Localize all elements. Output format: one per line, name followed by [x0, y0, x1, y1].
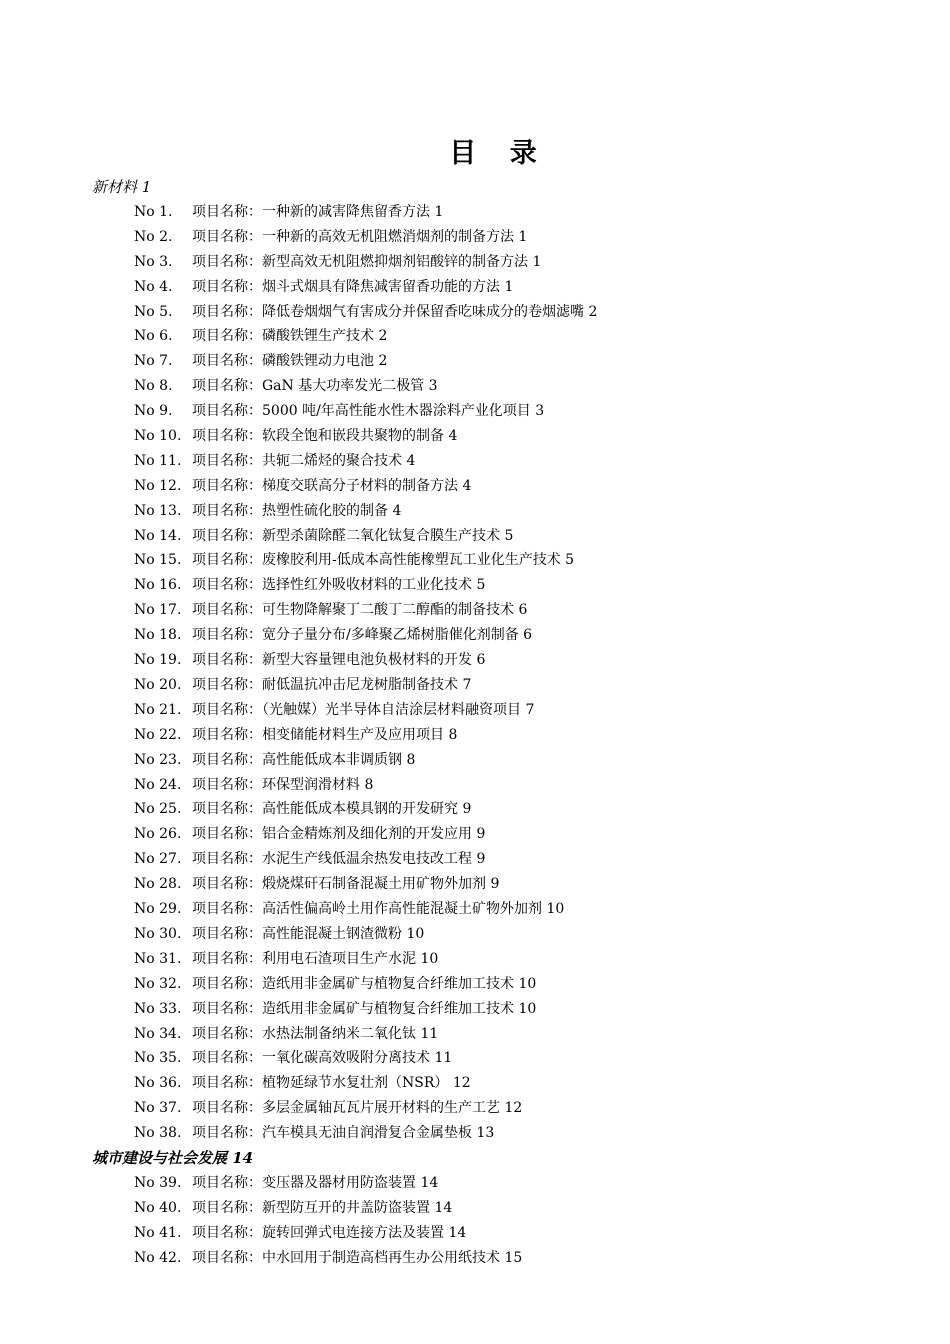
- entry-number: No 39.: [134, 1175, 182, 1191]
- entry-number: No 19.: [134, 652, 182, 668]
- entry-title: 项目名称：一种新的高效无机阻燃消烟剂的制备方法 1: [192, 229, 528, 245]
- entry-number: No 2.: [134, 229, 173, 245]
- entry-number: No 28.: [134, 876, 182, 892]
- entry-number: No 38.: [134, 1125, 182, 1141]
- entry-number: No 20.: [134, 677, 182, 693]
- entry-number: No 14.: [134, 528, 182, 544]
- entry-number: No 10.: [134, 428, 182, 444]
- entry-title: 项目名称：中水回用于制造高档再生办公用纸技术 15: [192, 1250, 523, 1266]
- entry-title: 项目名称：软段全饱和嵌段共聚物的制备 4: [192, 428, 458, 444]
- entry-number: No 33.: [134, 1001, 182, 1017]
- entry-title: 项目名称：5000 吨/年高性能水性木器涂料产业化项目 3: [192, 403, 545, 419]
- entry-number: No 34.: [134, 1026, 182, 1042]
- entry-title: 项目名称：新型防互开的井盖防盗装置 14: [192, 1200, 453, 1216]
- entry-title: 项目名称：利用电石渣项目生产水泥 10: [192, 951, 439, 967]
- entry-title: 项目名称：水热法制备纳米二氧化钛 11: [192, 1026, 439, 1042]
- entry-title: 项目名称：降低卷烟烟气有害成分并保留香吃味成分的卷烟滤嘴 2: [192, 304, 598, 320]
- entry-number: No 5.: [134, 304, 173, 320]
- entry-title: 项目名称：磷酸铁锂动力电池 2: [192, 353, 388, 369]
- entry-number: No 37.: [134, 1100, 182, 1116]
- entry-title: 项目名称：（光触媒）光半导体自洁涂层材料融资项目 7: [192, 702, 535, 718]
- entry-number: No 42.: [134, 1250, 182, 1266]
- entry-number: No 11.: [134, 453, 182, 469]
- entry-title: 项目名称：热塑性硫化胶的制备 4: [192, 503, 402, 519]
- entry-title: 项目名称：造纸用非金属矿与植物复合纤维加工技术 10: [192, 976, 537, 992]
- page-title: 目 录: [449, 138, 549, 169]
- entry-title: 项目名称：旋转回弹式电连接方法及装置 14: [192, 1225, 467, 1241]
- entry-number: No 32.: [134, 976, 182, 992]
- entry-title: 项目名称：造纸用非金属矿与植物复合纤维加工技术 10: [192, 1001, 537, 1017]
- entry-number: No 25.: [134, 801, 182, 817]
- entry-title: 项目名称：新型杀菌除醛二氧化钛复合膜生产技术 5: [192, 528, 514, 544]
- entry-number: No 12.: [134, 478, 182, 494]
- entry-title: 项目名称：铝合金精炼剂及细化剂的开发应用 9: [192, 826, 486, 842]
- entry-number: No 3.: [134, 254, 173, 270]
- entry-number: No 40.: [134, 1200, 182, 1216]
- entry-title: 项目名称：煅烧煤矸石制备混凝土用矿物外加剂 9: [192, 876, 500, 892]
- entry-number: No 18.: [134, 627, 182, 643]
- entry-title: 项目名称：梯度交联高分子材料的制备方法 4: [192, 478, 472, 494]
- entry-number: No 21.: [134, 702, 182, 718]
- entry-number: No 16.: [134, 577, 182, 593]
- section-heading[interactable]: 新材料 1: [92, 178, 152, 196]
- entry-number: No 8.: [134, 378, 173, 394]
- entry-title: 项目名称：环保型润滑材料 8: [192, 777, 374, 793]
- entry-title: 项目名称：共轭二烯烃的聚合技术 4: [192, 453, 416, 469]
- entry-number: No 41.: [134, 1225, 182, 1241]
- entry-number: No 29.: [134, 901, 182, 917]
- entry-number: No 35.: [134, 1050, 182, 1066]
- entry-number: No 7.: [134, 353, 173, 369]
- entry-title: 项目名称：植物延绿节水复壮剂（NSR） 12: [192, 1075, 471, 1091]
- entry-number: No 9.: [134, 403, 173, 419]
- entry-title: 项目名称：水泥生产线低温余热发电技改工程 9: [192, 851, 486, 867]
- entry-number: No 23.: [134, 752, 182, 768]
- entry-title: 项目名称：多层金属轴瓦瓦片展开材料的生产工艺 12: [192, 1100, 523, 1116]
- entry-number: No 31.: [134, 951, 182, 967]
- entry-title: 项目名称：高性能低成本非调质钢 8: [192, 752, 416, 768]
- entry-title: 项目名称：废橡胶利用-低成本高性能橡塑瓦工业化生产技术 5: [192, 552, 575, 568]
- entry-number: No 6.: [134, 328, 173, 344]
- entry-number: No 15.: [134, 552, 182, 568]
- entry-number: No 36.: [134, 1075, 182, 1091]
- entry-title: 项目名称：高性能混凝土钢渣微粉 10: [192, 926, 425, 942]
- entry-title: 项目名称：新型高效无机阻燃抑烟剂铝酸锌的制备方法 1: [192, 254, 542, 270]
- entry-title: 项目名称：一种新的减害降焦留香方法 1: [192, 204, 444, 220]
- entry-title: 项目名称：高活性偏高岭土用作高性能混凝土矿物外加剂 10: [192, 901, 565, 917]
- section-heading[interactable]: 城市建设与社会发展 14: [92, 1149, 254, 1167]
- entry-number: No 13.: [134, 503, 182, 519]
- entry-number: No 4.: [134, 279, 173, 295]
- entry-number: No 1.: [134, 204, 173, 220]
- entry-number: No 22.: [134, 727, 182, 743]
- entry-title: 项目名称：磷酸铁锂生产技术 2: [192, 328, 388, 344]
- entry-title: 项目名称：汽车模具无油自润滑复合金属垫板 13: [192, 1125, 495, 1141]
- entry-title: 项目名称：选择性红外吸收材料的工业化技术 5: [192, 577, 486, 593]
- entry-number: No 17.: [134, 602, 182, 618]
- entry-title: 项目名称：变压器及器材用防盗装置 14: [192, 1175, 439, 1191]
- entry-title: 项目名称：新型大容量锂电池负极材料的开发 6: [192, 652, 486, 668]
- entry-number: No 24.: [134, 777, 182, 793]
- entry-title: 项目名称：宽分子量分布/多峰聚乙烯树脂催化剂制备 6: [192, 627, 533, 643]
- entry-title: 项目名称：GaN 基大功率发光二极管 3: [192, 378, 438, 394]
- entry-title: 项目名称：烟斗式烟具有降焦减害留香功能的方法 1: [192, 279, 514, 295]
- entry-title: 项目名称：高性能低成本模具钢的开发研究 9: [192, 801, 472, 817]
- entry-number: No 27.: [134, 851, 182, 867]
- entry-number: No 26.: [134, 826, 182, 842]
- entry-title: 项目名称：相变储能材料生产及应用项目 8: [192, 727, 458, 743]
- entry-title: 项目名称：耐低温抗冲击尼龙树脂制备技术 7: [192, 677, 472, 693]
- entry-title: 项目名称：一氧化碳高效吸附分离技术 11: [192, 1050, 453, 1066]
- entry-number: No 30.: [134, 926, 182, 942]
- entry-title: 项目名称：可生物降解聚丁二酸丁二醇酯的制备技术 6: [192, 602, 528, 618]
